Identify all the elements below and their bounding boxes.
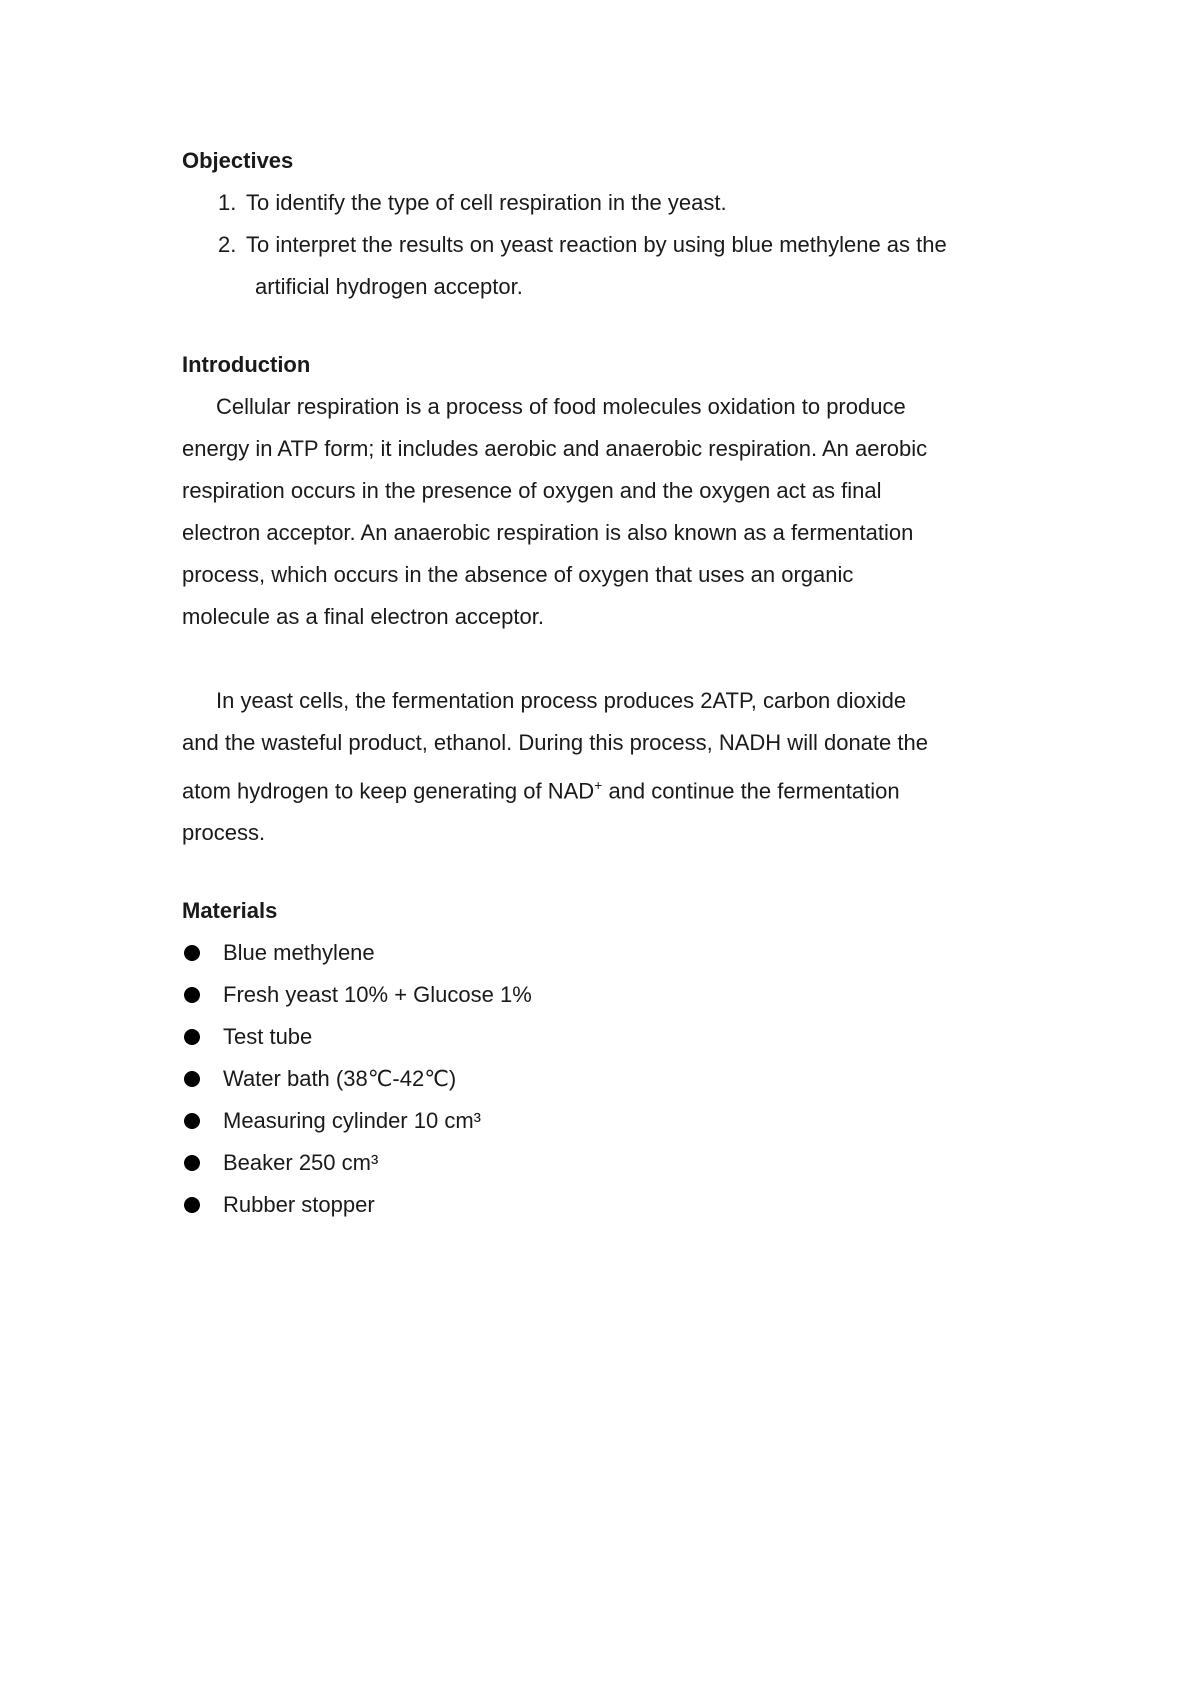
intro-p1-line3: respiration occurs in the presence of oxygen and the oxygen act as final [182,478,882,503]
intro-p1-line6: molecule as a final electron acceptor. [182,604,544,629]
objective-text-2-line1: To interpret the results on yeast reaction by using blue methylene as the [246,232,947,257]
objective-number-2: 2. [218,232,237,257]
material-label: Water bath (38℃-42℃) [223,1066,457,1092]
objective-number-1: 1. [218,190,237,215]
intro-p1-line4: electron acceptor. An anaerobic respiration is also known as a fermentation [182,520,914,545]
intro-p2-line3-after: and continue the fermentation [602,778,900,804]
intro-p2-line3-before: atom hydrogen to keep generating of NAD [182,778,595,804]
introduction-heading: Introduction [182,352,311,377]
intro-p2-line1: In yeast cells, the fermentation process produces 2ATP, carbon dioxide [216,688,907,713]
objective-text-2 [246,224,1042,308]
list-item [182,932,1042,974]
bullet-icon [184,1197,200,1213]
objective-text-1: To identify the type of cell respiration in the yeast. [246,190,727,215]
objective-item-1 [182,182,1042,224]
list-item [182,1016,1042,1058]
material-label: Fresh yeast 10% + Glucose 1% [223,982,532,1008]
materials-list [182,932,1042,1226]
nad-plus-superscript: + [594,777,603,793]
bullet-icon [184,1029,200,1045]
intro-p1-line5: process, which occurs in the absence of oxygen that uses an organic [182,562,854,587]
objective-text-2-line2: artificial hydrogen acceptor. [255,274,523,299]
spacer [182,638,1042,680]
materials-heading: Materials [182,898,278,924]
bullet-icon [184,987,200,1003]
spacer [182,854,1042,890]
list-item [182,1100,1042,1142]
intro-p2-line4: process. [182,820,266,846]
intro-p1-line2: energy in ATP form; it includes aerobic and anaerobic respiration. An aerobic [182,436,928,461]
material-label: Rubber stopper [223,1192,375,1218]
material-label: Measuring cylinder 10 cm³ [223,1108,481,1134]
intro-p2-line3 [182,764,1042,812]
objective-item-2 [182,224,1042,308]
bullet-icon [184,945,200,961]
material-label: Blue methylene [223,940,375,966]
spacer [182,308,1042,344]
material-label: Beaker 250 cm³ [223,1150,379,1176]
material-label: Test tube [223,1024,313,1050]
intro-p1-line1: Cellular respiration is a process of food molecules oxidation to produce [216,394,906,419]
objectives-heading: Objectives [182,148,294,173]
bullet-icon [184,1071,200,1087]
introduction-paragraph-2 [182,680,1042,854]
list-item [182,974,1042,1016]
list-item [182,1184,1042,1226]
document-content [182,140,1042,1226]
bullet-icon [184,1113,200,1129]
intro-p2-line2: and the wasteful product, ethanol. During this process, NADH will donate the [182,730,928,755]
introduction-paragraph-1 [182,386,1042,638]
bullet-icon [184,1155,200,1171]
list-item [182,1142,1042,1184]
list-item [182,1058,1042,1100]
